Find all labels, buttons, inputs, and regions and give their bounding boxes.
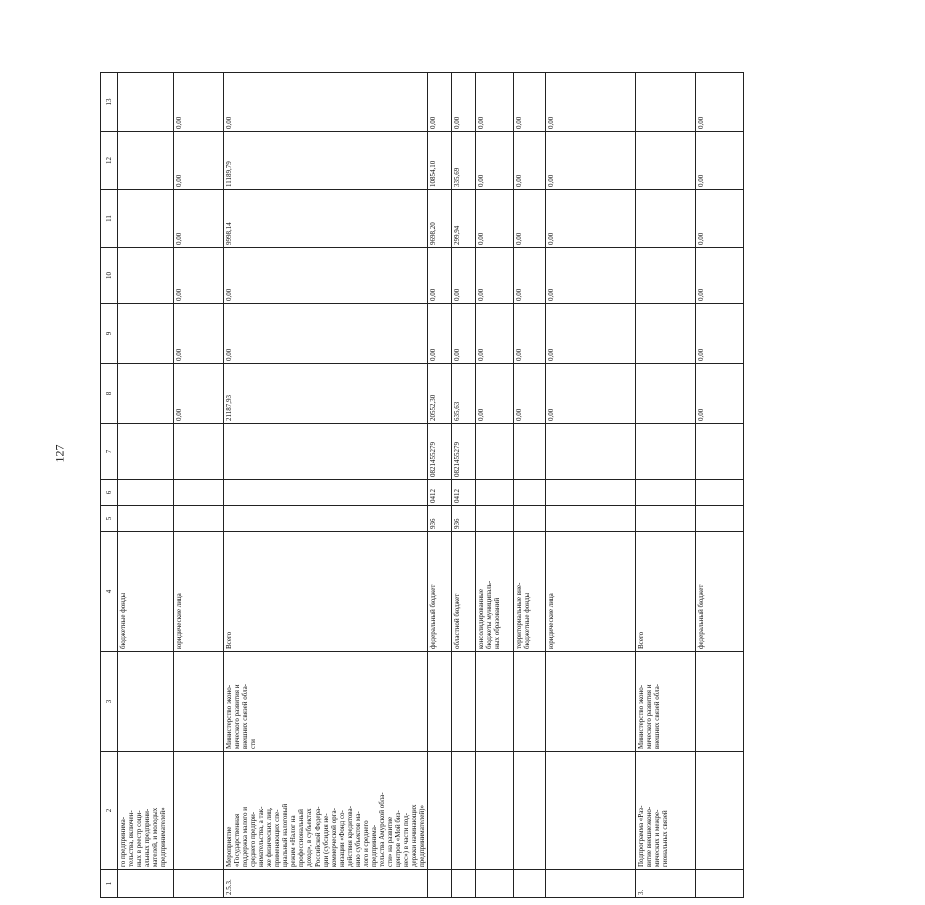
cell-col-6 xyxy=(514,480,546,506)
cell-col-6 xyxy=(476,480,514,506)
cell-col-5 xyxy=(476,506,514,532)
column-header-13: 13 xyxy=(101,73,118,132)
column-header-10: 10 xyxy=(101,248,118,304)
cell-col-5 xyxy=(174,506,224,532)
cell-col-3: Министерство эконо- мического развития и внешних связей обла- сти xyxy=(224,652,428,752)
cell-col-11: 299,94 xyxy=(452,190,476,248)
cell-col-12 xyxy=(118,132,174,190)
cell-col-11 xyxy=(636,190,696,248)
cell-col-2 xyxy=(476,752,514,870)
cell-col-5: 936 xyxy=(452,506,476,532)
cell-col-13: 0,00 xyxy=(428,73,452,132)
table-container xyxy=(100,73,706,898)
table-row xyxy=(118,73,174,898)
cell-col-12: 0,00 xyxy=(696,132,744,190)
cell-col-3 xyxy=(696,652,744,752)
header-row xyxy=(101,73,118,898)
cell-col-12 xyxy=(636,132,696,190)
cell-col-9: 0,00 xyxy=(452,304,476,364)
cell-col-2 xyxy=(514,752,546,870)
cell-col-1 xyxy=(476,870,514,898)
cell-col-5 xyxy=(546,506,636,532)
cell-col-13: 0,00 xyxy=(514,73,546,132)
cell-col-1 xyxy=(174,870,224,898)
cell-col-4: федеральный бюджет xyxy=(428,532,452,652)
table-body xyxy=(118,73,744,898)
table-row xyxy=(174,73,224,898)
cell-col-11: 0,00 xyxy=(174,190,224,248)
cell-col-7: 0821455279 xyxy=(452,424,476,480)
cell-col-8: 0,00 xyxy=(696,364,744,424)
cell-col-13 xyxy=(636,73,696,132)
cell-col-9: 0,00 xyxy=(696,304,744,364)
column-header-1: 1 xyxy=(101,870,118,898)
cell-col-7 xyxy=(546,424,636,480)
cell-col-7 xyxy=(476,424,514,480)
cell-col-9: 0,00 xyxy=(546,304,636,364)
cell-col-2: го предпринима- тельства, включен- ных в реестр соци- альных предприни- мателей, и молодых предпринимателей» xyxy=(118,752,174,870)
cell-col-11: 9698,20 xyxy=(428,190,452,248)
cell-col-12: 335,69 xyxy=(452,132,476,190)
column-header-9: 9 xyxy=(101,304,118,364)
cell-col-7 xyxy=(514,424,546,480)
cell-col-12: 0,00 xyxy=(174,132,224,190)
cell-col-2 xyxy=(546,752,636,870)
table-row xyxy=(514,73,546,898)
cell-col-4: бюджетные фонды xyxy=(118,532,174,652)
cell-col-5: 936 xyxy=(428,506,452,532)
cell-col-13: 0,00 xyxy=(476,73,514,132)
table-row xyxy=(224,73,428,898)
cell-col-12: 11189,79 xyxy=(224,132,428,190)
cell-col-4: Всего xyxy=(224,532,428,652)
cell-col-3 xyxy=(476,652,514,752)
cell-col-6 xyxy=(174,480,224,506)
cell-col-8 xyxy=(636,364,696,424)
cell-col-9: 0,00 xyxy=(514,304,546,364)
cell-col-7 xyxy=(174,424,224,480)
cell-col-1 xyxy=(514,870,546,898)
cell-col-3 xyxy=(118,652,174,752)
cell-col-11: 9998,14 xyxy=(224,190,428,248)
cell-col-4: областной бюджет xyxy=(452,532,476,652)
cell-col-13: 0,00 xyxy=(174,73,224,132)
cell-col-10: 0,00 xyxy=(546,248,636,304)
cell-col-13: 0,00 xyxy=(452,73,476,132)
cell-col-6 xyxy=(546,480,636,506)
table-row xyxy=(476,73,514,898)
column-header-7: 7 xyxy=(101,424,118,480)
rotated-table-wrapper xyxy=(100,73,925,895)
cell-col-10: 0,00 xyxy=(428,248,452,304)
cell-col-3: Министерство эконо- мического развития и внешних связей обла- xyxy=(636,652,696,752)
cell-col-1 xyxy=(452,870,476,898)
column-header-5: 5 xyxy=(101,506,118,532)
cell-col-12: 0,00 xyxy=(514,132,546,190)
cell-col-6 xyxy=(636,480,696,506)
cell-col-9 xyxy=(118,304,174,364)
cell-col-4: федеральный бюджет xyxy=(696,532,744,652)
cell-col-5 xyxy=(636,506,696,532)
cell-col-1: 3. xyxy=(636,870,696,898)
cell-col-1: 2.5.3. xyxy=(224,870,428,898)
cell-col-7 xyxy=(118,424,174,480)
cell-col-11 xyxy=(118,190,174,248)
cell-col-12: 0,00 xyxy=(546,132,636,190)
cell-col-4: Всего xyxy=(636,532,696,652)
cell-col-7 xyxy=(696,424,744,480)
cell-col-6: 0412 xyxy=(452,480,476,506)
cell-col-9 xyxy=(636,304,696,364)
cell-col-13: 0,00 xyxy=(696,73,744,132)
cell-col-8: 0,00 xyxy=(514,364,546,424)
cell-col-6: 0412 xyxy=(428,480,452,506)
cell-col-10: 0,00 xyxy=(452,248,476,304)
cell-col-5 xyxy=(118,506,174,532)
cell-col-3 xyxy=(428,652,452,752)
cell-col-10: 0,00 xyxy=(174,248,224,304)
cell-col-11: 0,00 xyxy=(514,190,546,248)
cell-col-11: 0,00 xyxy=(546,190,636,248)
cell-col-10: 0,00 xyxy=(224,248,428,304)
cell-col-4: юридические лица xyxy=(174,532,224,652)
cell-col-8: 0,00 xyxy=(546,364,636,424)
cell-col-3 xyxy=(452,652,476,752)
cell-col-2 xyxy=(452,752,476,870)
cell-col-7 xyxy=(224,424,428,480)
cell-col-1 xyxy=(118,870,174,898)
cell-col-5 xyxy=(696,506,744,532)
cell-col-6 xyxy=(224,480,428,506)
cell-col-1 xyxy=(696,870,744,898)
cell-col-5 xyxy=(224,506,428,532)
cell-col-7: 0821455279 xyxy=(428,424,452,480)
table-row xyxy=(636,73,696,898)
cell-col-10 xyxy=(118,248,174,304)
column-header-2: 2 xyxy=(101,752,118,870)
column-header-6: 6 xyxy=(101,480,118,506)
cell-col-2: Подпрограмма «Раз- витие внешнеэконо- мических и межре- гиональных связей xyxy=(636,752,696,870)
cell-col-8: 0,00 xyxy=(174,364,224,424)
cell-col-4: юридические лица xyxy=(546,532,636,652)
cell-col-12: 0,00 xyxy=(476,132,514,190)
cell-col-10: 0,00 xyxy=(476,248,514,304)
cell-col-3 xyxy=(174,652,224,752)
column-header-11: 11 xyxy=(101,190,118,248)
cell-col-4: консолидированные бюджеты муниципаль- ных образований xyxy=(476,532,514,652)
cell-col-13: 0,00 xyxy=(546,73,636,132)
cell-col-7 xyxy=(636,424,696,480)
table-row xyxy=(696,73,744,898)
cell-col-10 xyxy=(636,248,696,304)
cell-col-9: 0,00 xyxy=(224,304,428,364)
cell-col-2: Мероприятие «Государственная поддержка малого и среднего предпри- нимательства, а так- же физических лиц, применяющих спе- циальный налоговый режим «Налог на профессиональный доход», в субъектах Российской Федера- ции (субсидия не- коммерческой орга- низации «Фонд со- действия кредитова- нию субъектов ма- лого и среднего предпринима- тельства Амурской обла- сти» на развитие центров «Мой биз- нес») в части под- держки начинающих предпринимателей)» xyxy=(224,752,428,870)
cell-col-10: 0,00 xyxy=(514,248,546,304)
cell-col-12: 10854,10 xyxy=(428,132,452,190)
cell-col-11: 0,00 xyxy=(696,190,744,248)
budget-table xyxy=(100,72,744,898)
cell-col-11: 0,00 xyxy=(476,190,514,248)
cell-col-2 xyxy=(696,752,744,870)
table-row xyxy=(452,73,476,898)
cell-col-8: 635,63 xyxy=(452,364,476,424)
cell-col-2 xyxy=(174,752,224,870)
cell-col-1 xyxy=(546,870,636,898)
cell-col-6 xyxy=(118,480,174,506)
cell-col-9: 0,00 xyxy=(476,304,514,364)
cell-col-3 xyxy=(546,652,636,752)
cell-col-13: 0,00 xyxy=(224,73,428,132)
column-header-3: 3 xyxy=(101,652,118,752)
table-row xyxy=(546,73,636,898)
cell-col-4: территориальные вне- бюджетные фонды xyxy=(514,532,546,652)
cell-col-3 xyxy=(514,652,546,752)
cell-col-8: 21187,93 xyxy=(224,364,428,424)
cell-col-9: 0,00 xyxy=(174,304,224,364)
cell-col-8: 20552,30 xyxy=(428,364,452,424)
cell-col-2 xyxy=(428,752,452,870)
cell-col-5 xyxy=(514,506,546,532)
cell-col-10: 0,00 xyxy=(696,248,744,304)
column-header-8: 8 xyxy=(101,364,118,424)
cell-col-6 xyxy=(696,480,744,506)
column-header-4: 4 xyxy=(101,532,118,652)
cell-col-8: 0,00 xyxy=(476,364,514,424)
table-row xyxy=(428,73,452,898)
cell-col-1 xyxy=(428,870,452,898)
cell-col-8 xyxy=(118,364,174,424)
cell-col-9: 0,00 xyxy=(428,304,452,364)
page-number: 127 xyxy=(52,444,67,463)
cell-col-13 xyxy=(118,73,174,132)
column-header-12: 12 xyxy=(101,132,118,190)
